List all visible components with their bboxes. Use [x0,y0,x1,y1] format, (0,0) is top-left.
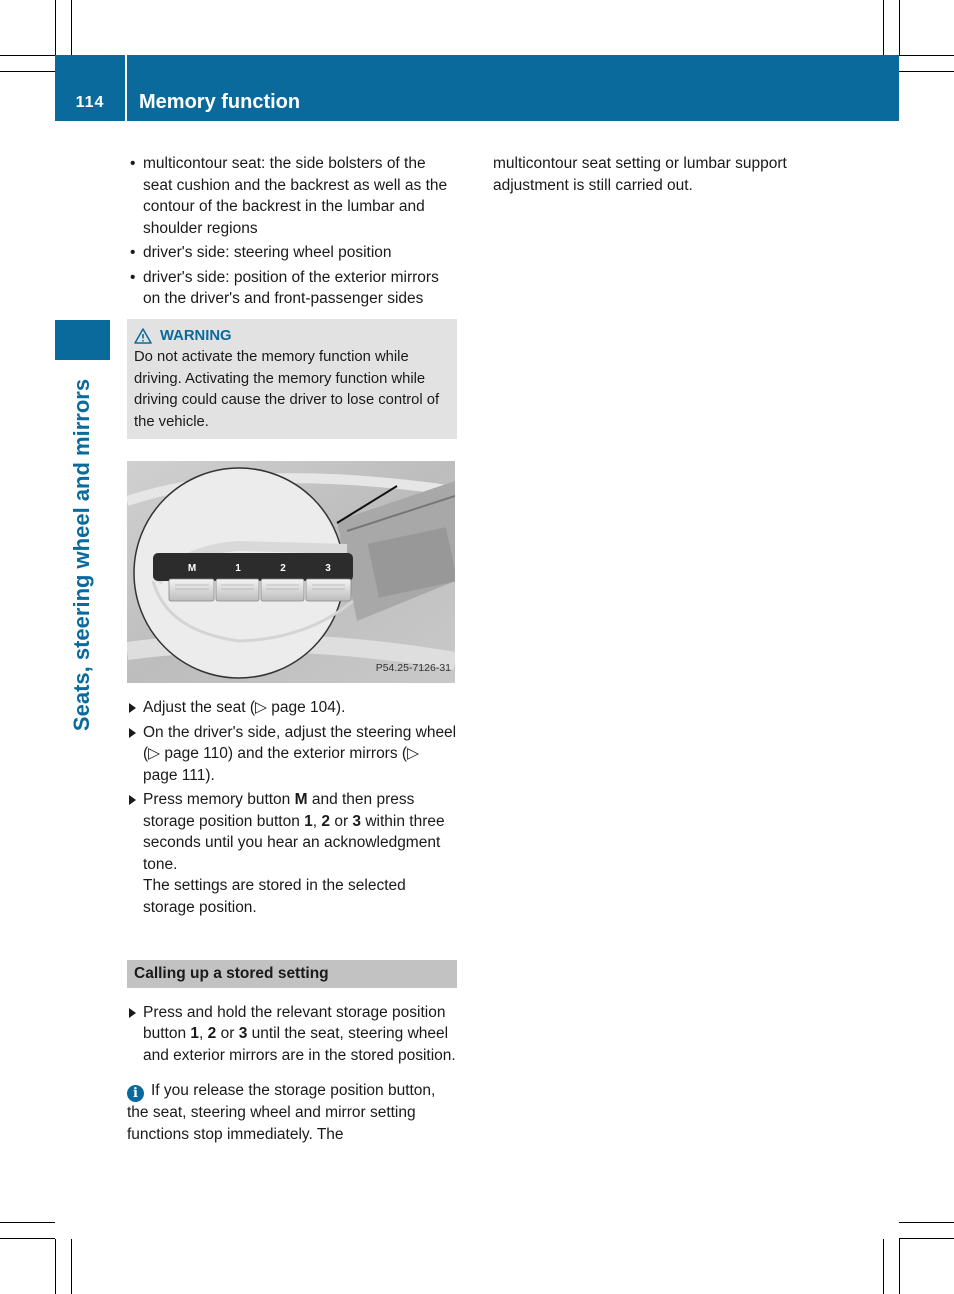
position-button-ref: 2 [207,1025,217,1042]
step-text: Press memory button [143,791,295,808]
info-icon: i [127,1085,144,1102]
step-text: Press and hold the relevant storage position button [143,1003,446,1042]
list-item: • driver's side: position of the exterior mirrors on the driver's and front-passenger sides [127,267,457,310]
recall-steps [127,1002,457,1067]
crop-mark [899,71,954,72]
step-item [127,789,457,918]
position-button-1-label: 1 [235,563,241,574]
chapter-tab-marker [55,320,110,360]
warning-title: WARNING [160,327,232,344]
crop-mark [71,0,72,55]
crop-mark [899,1222,954,1223]
step-text: ). [205,766,215,784]
position-button-2-label: 2 [280,563,286,574]
crop-mark [0,1238,55,1239]
page-number: 114 [75,94,105,111]
crop-mark [899,1238,954,1239]
step-text: or [216,1025,239,1042]
crop-mark [899,0,900,55]
header-divider [125,55,127,121]
page-reference: ▷ page 104 [255,699,336,716]
step-text: , [199,1025,208,1042]
figure-caption: P54.25-7126-31 [375,661,451,674]
crop-mark [55,0,56,55]
position-button-ref: 1 [304,812,313,830]
right-column [493,153,823,196]
step-text: and then press storage position button [143,791,415,830]
warning-triangle-icon [134,328,152,344]
section-heading: Calling up a stored setting [127,960,457,988]
crop-mark [71,1239,72,1294]
list-item: • multicontour seat: the side bolsters of the seat cushion and the backrest as well as the contour of the backrest in the lumbar and shoulder regions [127,153,457,239]
step-text: ). [335,699,346,716]
warning-heading [134,326,450,348]
memory-button-ref: M [294,791,308,808]
door-panel-illustration [127,461,455,683]
position-button-3-label: 3 [325,563,331,574]
position-button-ref: 3 [238,1025,248,1042]
step-item [127,697,457,719]
continued-text: multicontour seat setting or lumbar support adjustment is still carried out. [493,155,787,194]
position-button-ref: 1 [190,1025,200,1042]
list-item: • driver's side: steering wheel position [127,242,457,264]
memory-button-label: M [187,563,197,574]
position-button-ref: 3 [352,812,362,830]
memory-settings-list [127,153,457,310]
crop-mark [0,55,55,56]
crop-mark [899,55,954,56]
step-item [127,722,457,787]
step-text: within three seconds until you hear an acknowledgment tone. [143,812,445,873]
crop-mark [899,1239,900,1294]
page-reference: ▷ page 110 [148,745,228,762]
info-text: If you release the storage position button, the seat, steering wheel and mirror setting functions stop immediately. The [127,1082,436,1143]
step-item [127,1002,457,1067]
crop-mark [883,0,884,55]
step-text: until the seat, steering wheel and exterior mirrors are in the stored position. [143,1025,456,1064]
position-button-ref: 2 [321,812,331,830]
left-column [127,153,457,1145]
step-text: ) and the exterior mirrors ( [227,745,408,762]
info-note [127,1080,457,1145]
crop-mark [883,1239,884,1294]
chapter-title: Seats, steering wheel and mirrors [69,378,94,732]
crop-mark [0,1222,55,1223]
page-reference: ▷ page 111 [143,745,419,784]
crop-mark [0,71,55,72]
crop-mark [55,1239,56,1294]
page-title: Memory function [139,91,301,113]
warning-box [127,319,457,440]
step-text: or [330,812,353,830]
memory-buttons-figure [127,461,455,683]
step-text: Adjust the seat ( [143,699,256,716]
setup-steps [127,697,457,918]
step-text: , [312,812,322,830]
step-result: The settings are stored in the selected storage position. [143,877,406,916]
step-text: On the driver's side, adjust the steering wheel ( [143,723,457,762]
warning-text: Do not activate the memory function while driving. Activating the memory function while driving could cause the driver to lose control of the vehicle. [134,349,440,430]
